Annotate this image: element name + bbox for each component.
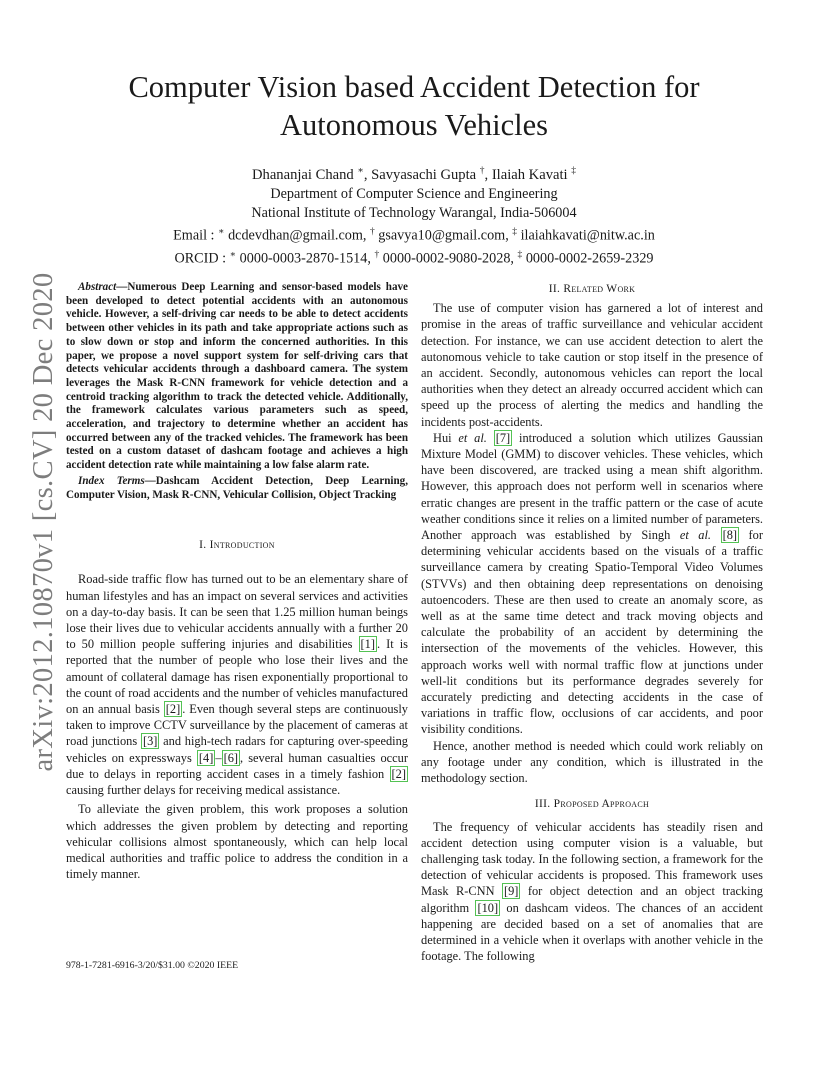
- citation-link[interactable]: [9]: [503, 884, 519, 899]
- intro-text: –: [215, 750, 222, 765]
- orcid-line: [90, 246, 738, 269]
- section-heading-introduction: I. Introduction: [199, 539, 275, 552]
- author-1-mark: ∗: [357, 166, 364, 176]
- email-2: gsavya10@gmail.com,: [378, 227, 509, 244]
- related-paragraph-2: [421, 430, 763, 738]
- email-1: dcdevdhan@gmail.com,: [228, 227, 367, 244]
- email-2-mark: †: [369, 226, 375, 237]
- citation-link[interactable]: [4]: [198, 750, 214, 765]
- section-heading-related-work: II. Related Work: [548, 283, 636, 295]
- email-label: Email :: [173, 227, 215, 244]
- index-terms-label: Index Terms: [78, 474, 145, 487]
- author-block: [90, 162, 738, 268]
- citation-link[interactable]: [10]: [477, 900, 499, 915]
- index-terms-text: —Dashcam Accident Detection, Deep Learning, Computer Vision, Mask R-CNN, Vehicular Collision, Object Tracking: [66, 474, 408, 501]
- citation-link[interactable]: [3]: [142, 734, 158, 749]
- orcid-1-mark: ∗: [229, 249, 237, 260]
- department: Department of Computer Science and Engineering: [270, 185, 558, 202]
- paper-title: Computer Vision based Accident Detection for Autonomous Vehicles: [128, 70, 700, 142]
- copyright-footer: 978-1-7281-6916-3/20/$31.00 ©2020 IEEE: [66, 960, 239, 971]
- author-3-mark: ‡: [571, 166, 576, 176]
- arxiv-stamp: [24, 272, 64, 772]
- author-3: Ilaiah Kavati: [491, 166, 568, 183]
- abstract-text: —Numerous Deep Learning and sensor-based models have been developed to detect potential accidents with an autonomous vehicle. However, a self-driving car needs to be able to detect accidents between other vehicles in its path and take appropriate actions such as to slow down or stop and inform the concerned authorities. In this paper, we propose a novel support system for self-driving cars that detects vehicular accidents through a dashboard camera. The system leverages the Mask R-CNN framework for vehicle detection and a centroid tracking algorithm to track the detected vehicle. Additionally, the framework calculates various parameters such as speed, acceleration, and trajectory to determine whether an accident has occurred between any of the tracked vehicles. The framework has been tested on a custom dataset of dashcam footage and achieves a high accident detection rate while maintaining a low false alarm rate.: [66, 281, 408, 472]
- proposed-text: The frequency of vehicular accidents has steadily risen and accident detection using computer vision is a valuable, but challenging task today. In the following section, a framework for the detection of vehicular accidents is proposed. This framework uses Mask R-CNN: [421, 819, 763, 899]
- institution: National Institute of Technology Warangal, India-506004: [251, 204, 577, 221]
- intro-text: . It is reported that the number of people who lose their lives and the amount of collateral damage has risen exponentially proportional to the count of road accidents and the number of vehicles manufactured on an annual basis: [66, 637, 408, 717]
- et-al: et al.: [458, 430, 487, 445]
- author-names: Dhananjai Chand ∗, Savyasachi Gupta †, Ilaiah Kavati ‡: [251, 166, 576, 183]
- author-1: Dhananjai Chand: [251, 166, 354, 183]
- email-line: [90, 223, 738, 246]
- related-paragraph-1: The use of computer vision has garnered a lot of interest and promise in the areas of traffic surveillance and vehicular accident detection. For instance, we can use accident detection to alert the autonomous vehicle to take caution or stop itself in the presence of an accident. Secondly, autonomous vehicles can report the local authorities when they detect an already occurred accident which can speed up the process of alerting the medics and handling the incidents post-accidents.: [421, 301, 763, 429]
- related-text: Hui: [433, 430, 459, 445]
- email-3-mark: ‡: [512, 226, 518, 237]
- citation-link[interactable]: [8]: [722, 528, 738, 543]
- abstract: [66, 281, 408, 473]
- orcid-2-mark: †: [374, 249, 380, 260]
- citation-link[interactable]: [6]: [223, 750, 239, 765]
- orcid-3-mark: ‡: [517, 249, 523, 260]
- abstract-label: Abstract: [78, 281, 117, 293]
- intro-text: and high-tech radars for capturing over-speeding vehicles on expressways: [66, 734, 408, 765]
- arxiv-stamp-text: arXiv:2012.10870v1 [cs.CV] 20 Dec 2020: [28, 272, 59, 772]
- citation-link[interactable]: [7]: [495, 430, 511, 445]
- citation-link[interactable]: [1]: [360, 637, 375, 652]
- index-terms: [66, 475, 408, 502]
- section-heading-proposed-approach: III. Proposed Approach: [534, 798, 650, 811]
- related-paragraph-3: Hence, another method is needed which could work reliably on any footage under any condition, which is illustrated in the methodology section.: [421, 738, 763, 786]
- author-2: Savyasachi Gupta: [371, 166, 477, 183]
- orcid-label: ORCID :: [174, 250, 227, 267]
- proposed-text: on dashcam videos. The chances of an accident happening are decided based on a set of anomalies that are determined in a vehicle when it overlaps with another vehicle in the footage. The following: [421, 900, 763, 964]
- left-column: [66, 281, 408, 882]
- orcid-1: 0000-0003-2870-1514,: [239, 250, 371, 267]
- intro-paragraph-1: [66, 571, 408, 798]
- related-text: for determining vehicular accidents based on the visuals of a traffic surveillance camera by creating Spatio-Temporal Video Volumes (STVVs) and then obtaining deep representations on denoising autoencoders. These are then used to create an anomaly score, as well as at the same time detect and track moving objects and calculate the probability of an accident by determining the intersection of the movements of the vehicles. However, this approach works well with normal traffic flow at junctions under well-lit conditions but its performance degrades severely for accurately predicting and detecting accidents in the case of variations in traffic flow, occlusions of car accidents, and poor visibility conditions.: [421, 528, 764, 737]
- proposed-paragraph-1: [421, 819, 763, 965]
- et-al: et al.: [679, 528, 712, 543]
- citation-link[interactable]: [2]: [165, 702, 181, 717]
- author-2-mark: †: [479, 166, 485, 176]
- related-text: introduced a solution which utilizes Gaussian Mixture Model (GMM) to discover vehicles. These vehicles, which have been discovered, are tracked using a mean shift algorithm. However, this approach does not perform well in scenarios where erratic changes are present in the traffic pattern or the case of acute weather conditions since it relies on a limited number of parameters. Another approach was established by Singh: [421, 430, 763, 543]
- email-1-mark: ∗: [218, 226, 225, 237]
- orcid-2: 0000-0002-9080-2028,: [382, 250, 514, 267]
- intro-text: Road-side traffic flow has turned out to be an elementary share of human lifestyles and has an impact on several services and activities on a day-to-day basis. It can be seen that 1.25 million human beings lose their lives due to vehicular accidents annually with a further 20 to 50 million people suffering injuries and disabilities: [66, 572, 408, 652]
- intro-paragraph-2: To alleviate the given problem, this work proposes a solution which addresses the given problem by detecting and reporting vehicular collisions almost spontaneously, which can help local medical authorities and traffic police to address the condition in a timely manner.: [66, 802, 408, 882]
- email-3: ilaiahkavati@nitw.ac.in: [520, 227, 655, 244]
- intro-text: , several human casualties occur due to delays in reporting accident cases in a timely fashion: [66, 750, 408, 781]
- proposed-text: for object detection and an object tracking algorithm: [421, 884, 764, 915]
- intro-text: causing further delays for receiving medical assistance.: [66, 783, 341, 798]
- orcid-3: 0000-0002-2659-2329: [525, 250, 654, 267]
- right-column: [421, 281, 763, 964]
- citation-link[interactable]: [2]: [391, 766, 406, 781]
- intro-text: . Even though several steps are continuously taken to improve CCTV surveillance by the placement of cameras at road junctions: [66, 702, 408, 749]
